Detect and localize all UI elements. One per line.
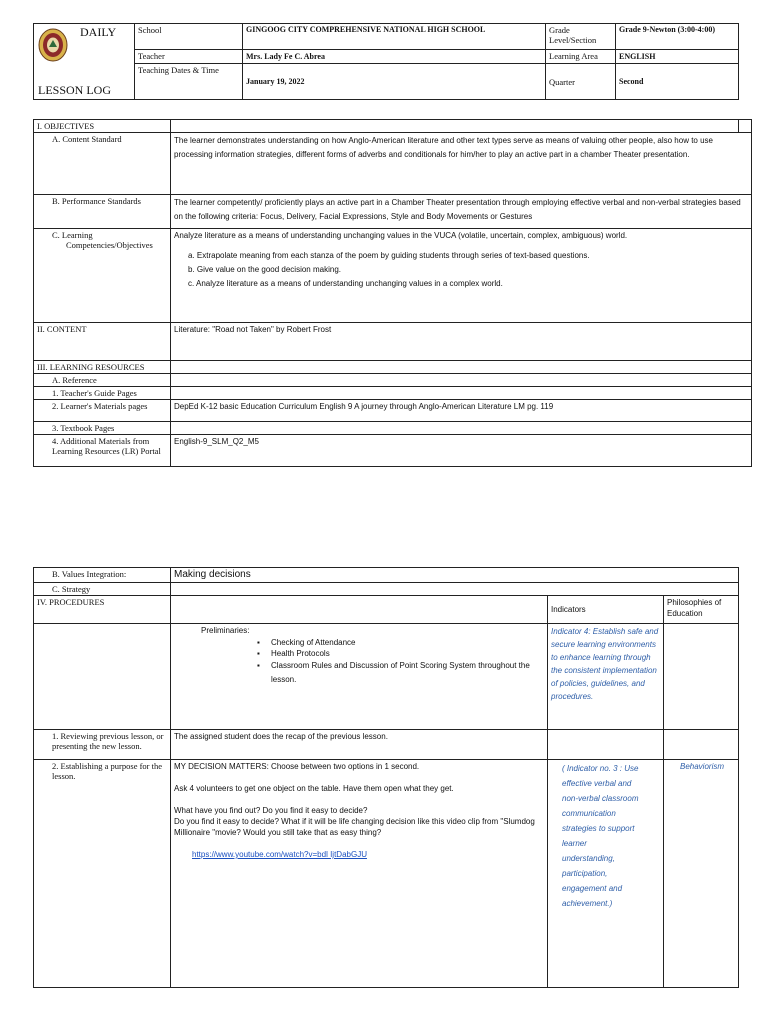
textbook-pages-label: 3. Textbook Pages: [34, 422, 171, 435]
youtube-link[interactable]: https://www.youtube.com/watch?v=bdl IjtDabGJU: [192, 850, 367, 859]
area-label: Learning Area: [546, 50, 616, 64]
step2-label: 2. Establishing a purpose for the lesson.: [34, 760, 171, 988]
quarter-value: Second: [616, 64, 739, 100]
competencies-label-line1: C. Learning: [52, 230, 93, 240]
values-integration-label: B. Values Integration:: [34, 568, 171, 583]
dates-label: Teaching Dates & Time: [135, 64, 243, 100]
competencies-intro: Analyze literature as a means of understanding unchanging values in the VUCA (volatile, uncertain, complex, ambiguous) world.: [174, 231, 628, 240]
objectives-heading: I. OBJECTIVES: [34, 120, 171, 133]
list-item: ▪ Health Protocols: [257, 648, 544, 659]
teachers-guide-label: 1. Teacher's Guide Pages: [34, 387, 171, 400]
objectives-table: [33, 119, 752, 467]
strategy-label: C. Strategy: [34, 583, 171, 596]
values-integration-value: Making decisions: [171, 568, 739, 583]
step2-paragraph: Ask 4 volunteers to get one object on the table. Have them open what they get.: [174, 784, 454, 793]
performance-standards-text: The learner competently/ proficiently plays an active part in a Chamber Theater presentation through employing effective verbal and non-verbal strategies based on the following criteria: Focus, Delivery, Facial Expressions, Style and Body Movements or Gestures: [171, 195, 752, 229]
step2-philosophy: Behaviorism: [664, 760, 739, 988]
step2-title: MY DECISION MATTERS: Choose between two options in 1 second.: [174, 762, 420, 771]
list-item: ▪ Checking of Attendance: [257, 637, 544, 648]
daily-title: DAILY: [80, 25, 117, 39]
procedures-table: [33, 567, 739, 988]
step1-text: The assigned student does the recap of the previous lesson.: [171, 730, 548, 760]
competencies-label: [34, 229, 171, 323]
additional-materials-value: English-9_SLM_Q2_M5: [171, 435, 752, 467]
competencies-label-line2: Competencies/Objectives: [66, 240, 153, 250]
content-standard-label: A. Content Standard: [34, 133, 171, 195]
lesson-log-title: LESSON LOG: [38, 83, 112, 97]
philosophies-heading: Philosophies of Education: [664, 596, 739, 624]
school-value: GINGOOG CITY COMPREHENSIVE NATIONAL HIGH SCHOOL: [243, 24, 546, 50]
quarter-label: Quarter: [546, 64, 616, 100]
step2-paragraph: What have you find out? Do you find it easy to decide?: [174, 806, 368, 815]
preliminaries-cell: [171, 624, 548, 730]
learners-materials-label: 2. Learner's Materials pages: [34, 400, 171, 422]
preliminaries-indicator: Indicator 4: Establish safe and secure learning environments to enhance learning through the consistent implementation of policies, guidelines, and procedures.: [548, 624, 664, 730]
school-label: School: [135, 24, 243, 50]
learners-materials-value: DepEd K-12 basic Education Curriculum English 9 A journey through Anglo-American Literature LM pg. 119: [171, 400, 752, 422]
content-standard-text: The learner demonstrates understanding on how Anglo-American literature and other text types serve as means of valuing other people, also how to use processing information strategies, different forms of adverbs and conditionals for him/her to play an active part in a chamber Theater presentation.: [171, 133, 752, 195]
indicators-heading: Indicators: [548, 596, 664, 624]
teacher-value: Mrs. Lady Fe C. Abrea: [243, 50, 546, 64]
grade-value: Grade 9-Newton (3:00-4:00): [616, 24, 739, 50]
performance-standards-label: B. Performance Standards: [34, 195, 171, 229]
teacher-label: Teacher: [135, 50, 243, 64]
grade-label: Grade Level/Section: [546, 24, 616, 50]
header-table: [33, 23, 739, 100]
resources-heading: III. LEARNING RESOURCES: [34, 361, 171, 374]
competency-item: c. Analyze literature as a means of understanding unchanging values in a complex world.: [188, 279, 503, 288]
competency-item: a. Extrapolate meaning from each stanza of the poem by guiding students through series of text-based questions.: [188, 251, 590, 260]
competencies-text: [171, 229, 752, 323]
list-item: ▪ Classroom Rules and Discussion of Point Scoring System throughout the lesson.: [257, 659, 544, 687]
school-seal-icon: [38, 28, 68, 62]
competency-item: b. Give value on the good decision making.: [188, 265, 341, 274]
dates-value: January 19, 2022: [243, 64, 546, 100]
procedures-heading: IV. PROCEDURES: [34, 596, 171, 624]
step2-paragraph: Do you find it easy to decide? What if it will be life changing decision like this video clip from "Slumdog Millionaire "movie? Would you still take that as easy thing?: [174, 817, 535, 837]
title-cell: [34, 24, 135, 100]
step1-label: 1. Reviewing previous lesson, or presenting the new lesson.: [34, 730, 171, 760]
area-value: ENGLISH: [616, 50, 739, 64]
step2-indicator: ( Indicator no. 3 : Use effective verbal and non-verbal classroom communication strategies to support learner understanding, participation, engagement and achievement.): [548, 760, 664, 988]
reference-label: A. Reference: [34, 374, 171, 387]
additional-materials-label: 4. Additional Materials from Learning Resources (LR) Portal: [34, 435, 171, 467]
step2-cell: [171, 760, 548, 988]
content-value: Literature: "Road not Taken" by Robert Frost: [171, 323, 752, 361]
content-heading: II. CONTENT: [34, 323, 171, 361]
preliminaries-title: Preliminaries:: [201, 626, 250, 635]
